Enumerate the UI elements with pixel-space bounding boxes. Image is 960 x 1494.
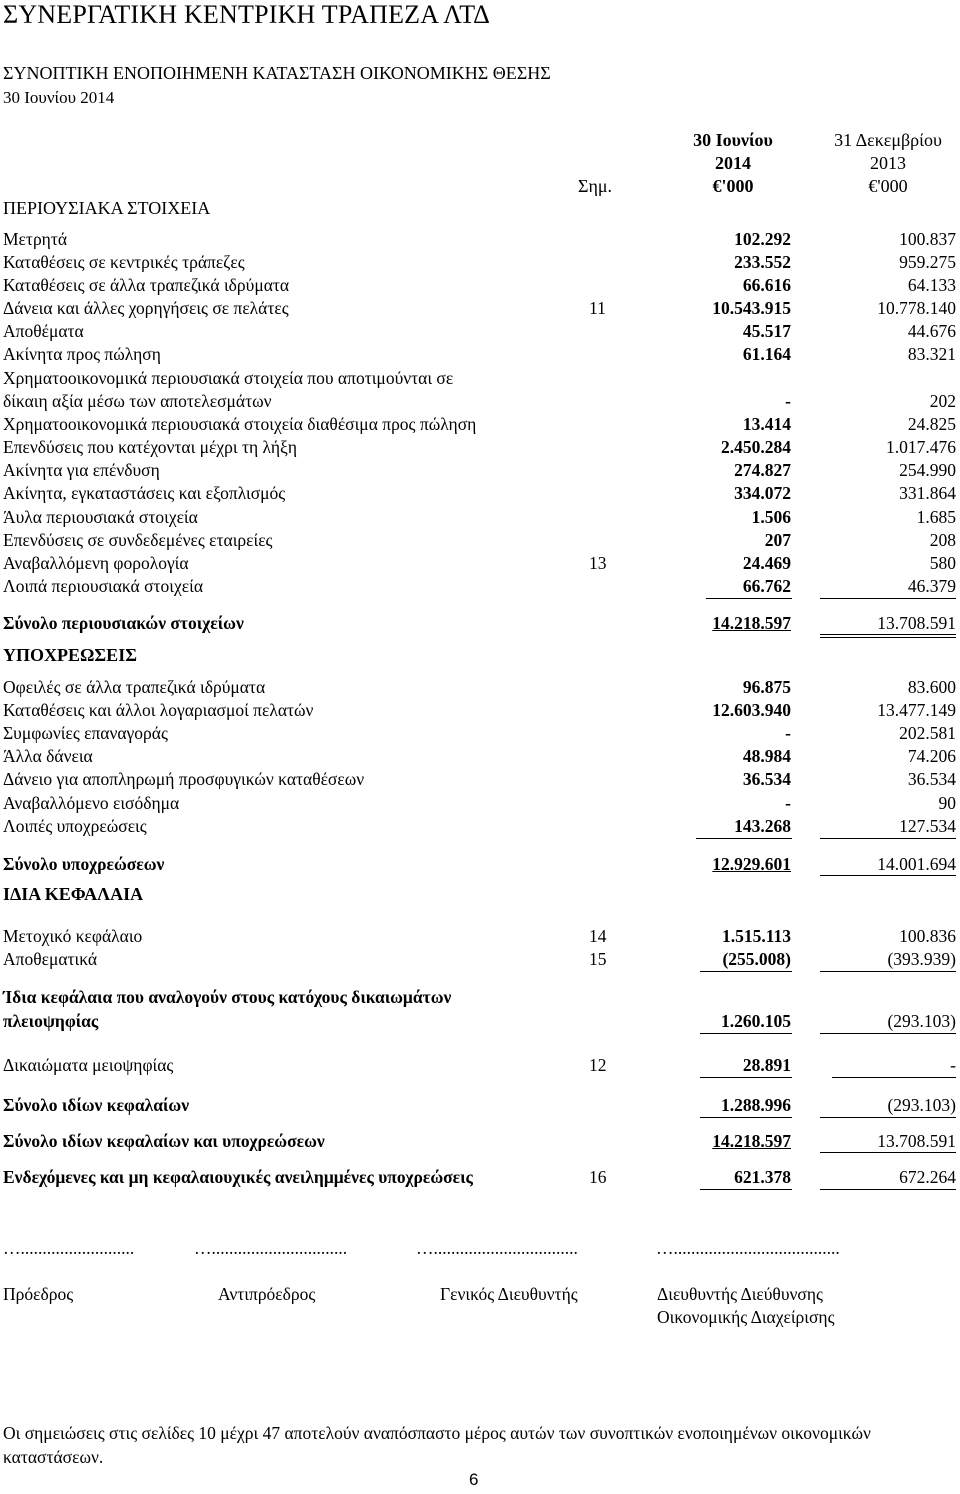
signature-line-3: …................................. bbox=[416, 1238, 578, 1258]
table-row bbox=[0, 792, 960, 815]
row-label: Δάνειο για αποπληρωμή προσφυγικών καταθέσεων bbox=[3, 769, 365, 789]
total-assets-label: Σύνολο περιουσιακών στοιχείων bbox=[3, 613, 244, 633]
row-label: Καταθέσεις σε άλλα τραπεζικά ιδρύματα bbox=[3, 275, 290, 295]
row-label: Επενδύσεις που κατέχονται μέχρι τη λήξη bbox=[3, 437, 297, 457]
table-row bbox=[0, 228, 960, 251]
table-row bbox=[0, 948, 960, 971]
table-row bbox=[0, 367, 960, 390]
table-row bbox=[0, 1166, 960, 1189]
value-2013: 74.206 bbox=[907, 746, 956, 766]
value-2013: 44.676 bbox=[907, 321, 956, 341]
value-2014: 2.450.284 bbox=[721, 437, 791, 457]
table-row bbox=[0, 436, 960, 459]
total-equity-2013: (293.103) bbox=[887, 1095, 956, 1115]
total-underline-2013 bbox=[820, 875, 956, 876]
row-label: Ακίνητα προς πώληση bbox=[3, 344, 161, 364]
row-label: Χρηματοοικονομικά περιουσιακά στοιχεία που αποτιμούνται σε bbox=[3, 368, 454, 388]
col-2014-line2: 2014 bbox=[715, 153, 751, 173]
table-row bbox=[0, 390, 960, 413]
table-row bbox=[0, 722, 960, 745]
col-2014-line1: 30 Ιουνίου bbox=[693, 130, 773, 150]
value-2014: - bbox=[785, 793, 791, 813]
table-row bbox=[0, 986, 960, 1009]
value-2013: 83.600 bbox=[907, 677, 956, 697]
contingent-underline-2013 bbox=[820, 1189, 956, 1190]
section-equity: ΙΔΙΑ ΚΕΦΑΛΑΙΑ bbox=[3, 884, 144, 904]
value-2013: 100.836 bbox=[899, 926, 956, 946]
subtotal-underline-2013 bbox=[820, 1117, 956, 1118]
signature-line-2: …............................... bbox=[194, 1238, 348, 1258]
equity-holders-label-continued: πλειοψηφίας bbox=[3, 1011, 99, 1031]
row-note: 15 bbox=[589, 949, 607, 969]
row-label: Άλλα δάνεια bbox=[3, 746, 93, 766]
total-underline-2013 bbox=[820, 1152, 956, 1153]
value-2014: 66.616 bbox=[742, 275, 791, 295]
row-label: Άυλα περιουσιακά στοιχεία bbox=[3, 507, 198, 527]
value-2013: 83.321 bbox=[907, 344, 956, 364]
footer-note: Οι σημειώσεις στις σελίδες 10 μέχρι 47 αποτελούν αναπόσπαστο μέρος αυτών των συνοπτικών ενοποιημένων οικονομικών καταστάσεων. bbox=[3, 1423, 871, 1467]
col-2013-line3: €'000 bbox=[868, 176, 908, 196]
section-liabilities: ΥΠΟΧΡΕΩΣΕΙΣ bbox=[3, 645, 137, 665]
value-2013: 959.275 bbox=[899, 252, 956, 272]
statement-date: 30 Ιουνίου 2014 bbox=[3, 88, 115, 107]
total-equity-label: Σύνολο ιδίων κεφαλαίων bbox=[3, 1095, 190, 1115]
value-2014: 36.534 bbox=[742, 769, 791, 789]
signatory-chairman: Πρόεδρος bbox=[3, 1284, 74, 1304]
table-row bbox=[0, 274, 960, 297]
subtotal-underline-2014 bbox=[706, 598, 792, 599]
table-row bbox=[0, 575, 960, 598]
col-2013-line1: 31 Δεκεμβρίου bbox=[834, 130, 942, 150]
value-2013: (393.939) bbox=[887, 949, 956, 969]
value-2014: 45.517 bbox=[742, 321, 791, 341]
total-row bbox=[0, 612, 960, 635]
signatory-general-manager: Γενικός Διευθυντής bbox=[440, 1284, 578, 1304]
value-2014: 143.268 bbox=[734, 816, 791, 836]
value-2014: 334.072 bbox=[734, 483, 791, 503]
total-row bbox=[0, 853, 960, 876]
page-number: 6 bbox=[469, 1470, 479, 1489]
value-2013: 202 bbox=[929, 391, 956, 411]
value-2014: 102.292 bbox=[734, 229, 791, 249]
row-label: Ακίνητα, εγκαταστάσεις και εξοπλισμός bbox=[3, 483, 286, 503]
contingent-2013: 672.264 bbox=[899, 1167, 956, 1187]
row-label: Χρηματοοικονομικά περιουσιακά στοιχεία διαθέσιμα προς πώληση bbox=[3, 414, 477, 434]
row-note: 11 bbox=[589, 298, 606, 318]
subtotal-underline-2013 bbox=[820, 838, 956, 839]
value-2014: 96.875 bbox=[742, 677, 791, 697]
equity-holders-2014: 1.260.105 bbox=[721, 1011, 791, 1031]
table-row bbox=[0, 1054, 960, 1077]
equity-holders-label: Ίδια κεφάλαια που αναλογούν στους κατόχους δικαιωμάτων bbox=[3, 987, 452, 1007]
table-row bbox=[0, 699, 960, 722]
value-2013: 100.837 bbox=[899, 229, 956, 249]
subtotal-underline-2014 bbox=[700, 1033, 792, 1034]
value-2014: 12.603.940 bbox=[712, 700, 791, 720]
row-note: 16 bbox=[589, 1167, 607, 1187]
value-2013: 46.379 bbox=[907, 576, 956, 596]
table-row bbox=[0, 297, 960, 320]
table-row bbox=[0, 343, 960, 366]
contingent-label: Ενδεχόμενες και μη κεφαλαιουχικές ανειλημμένες υποχρεώσεις bbox=[3, 1167, 473, 1187]
subtotal-underline-2013 bbox=[820, 971, 956, 972]
subtotal-underline-2014 bbox=[700, 971, 792, 972]
subtotal-underline-2013 bbox=[820, 598, 956, 599]
table-row bbox=[0, 676, 960, 699]
row-note: 13 bbox=[589, 553, 607, 573]
value-2014: - bbox=[785, 391, 791, 411]
equity-holders-2013: (293.103) bbox=[887, 1011, 956, 1031]
value-2014: 10.543.915 bbox=[712, 298, 791, 318]
total-equity-liabilities-label: Σύνολο ιδίων κεφαλαίων και υποχρεώσεων bbox=[3, 1131, 325, 1151]
total-row bbox=[0, 1130, 960, 1153]
total-liabilities-2013: 14.001.694 bbox=[877, 854, 956, 874]
row-label: Αποθεματικά bbox=[3, 949, 98, 969]
total-assets-2014: 14.218.597 bbox=[712, 613, 791, 633]
value-2014: 66.762 bbox=[742, 576, 791, 596]
table-row bbox=[0, 815, 960, 838]
row-label-continued: δίκαιη αξία μέσω των αποτελεσμάτων bbox=[3, 391, 272, 411]
value-2013: 10.778.140 bbox=[877, 298, 956, 318]
contingent-2014: 621.378 bbox=[734, 1167, 791, 1187]
total-equity-liabilities-2014: 14.218.597 bbox=[712, 1131, 791, 1151]
value-2013: - bbox=[950, 1055, 956, 1075]
total-row bbox=[0, 1094, 960, 1117]
value-2013: 13.477.149 bbox=[877, 700, 956, 720]
table-row bbox=[0, 1010, 960, 1033]
row-label: Λοιπές υποχρεώσεις bbox=[3, 816, 147, 836]
table-row bbox=[0, 482, 960, 505]
subtotal-underline-2013 bbox=[832, 1077, 956, 1078]
value-2013: 1.685 bbox=[916, 507, 956, 527]
value-2013: 127.534 bbox=[899, 816, 956, 836]
row-label: Καταθέσεις και άλλοι λογαριασμοί πελατών bbox=[3, 700, 314, 720]
row-label: Συμφωνίες επαναγοράς bbox=[3, 723, 168, 743]
table-row bbox=[0, 251, 960, 274]
row-label: Οφειλές σε άλλα τραπεζικά ιδρύματα bbox=[3, 677, 266, 697]
row-label: Δικαιώματα μειοψηφίας bbox=[3, 1055, 174, 1075]
row-label: Δάνεια και άλλες χορηγήσεις σε πελάτες bbox=[3, 298, 289, 318]
value-2013: 202.581 bbox=[899, 723, 956, 743]
signature-line-4: …...................................... bbox=[656, 1238, 840, 1258]
col-2014-line3: €'000 bbox=[712, 176, 754, 196]
table-row bbox=[0, 552, 960, 575]
value-2014: 28.891 bbox=[742, 1055, 791, 1075]
value-2014: 1.506 bbox=[751, 507, 791, 527]
table-row bbox=[0, 320, 960, 343]
subtotal-underline-2014 bbox=[696, 838, 792, 839]
value-2013: 64.133 bbox=[907, 275, 956, 295]
total-underline-2013 bbox=[820, 634, 956, 635]
table-row bbox=[0, 529, 960, 552]
value-2014: 207 bbox=[764, 530, 791, 550]
signatory-financial-director-line2: Οικονομικής Διαχείρισης bbox=[657, 1307, 835, 1327]
total-double-underline-2013 bbox=[820, 637, 956, 638]
value-2014: 274.827 bbox=[734, 460, 791, 480]
total-liabilities-label: Σύνολο υποχρεώσεων bbox=[3, 854, 165, 874]
value-2013: 36.534 bbox=[907, 769, 956, 789]
table-row bbox=[0, 413, 960, 436]
company-title: ΣΥΝΕΡΓΑΤΙΚΗ ΚΕΝΤΡΙΚΗ ΤΡΑΠΕΖΑ ΛΤΔ bbox=[3, 0, 491, 29]
row-label: Μετρητά bbox=[3, 229, 68, 249]
value-2014: 1.515.113 bbox=[721, 926, 791, 946]
value-2013: 580 bbox=[929, 553, 956, 573]
table-row bbox=[0, 925, 960, 948]
value-2013: 208 bbox=[929, 530, 956, 550]
total-equity-liabilities-2013: 13.708.591 bbox=[877, 1131, 956, 1151]
value-2014: 24.469 bbox=[742, 553, 791, 573]
value-2014: - bbox=[785, 723, 791, 743]
statement-title: ΣΥΝΟΠΤΙΚΗ ΕΝΟΠΟΙΗΜΕΝΗ ΚΑΤΑΣΤΑΣΗ ΟΙΚΟΝΟΜΙΚΗΣ ΘΕΣΗΣ bbox=[3, 63, 551, 83]
value-2014: 13.414 bbox=[742, 414, 791, 434]
value-2013: 24.825 bbox=[907, 414, 956, 434]
table-row bbox=[0, 768, 960, 791]
row-note: 12 bbox=[589, 1055, 607, 1075]
value-2014: 48.984 bbox=[742, 746, 791, 766]
row-label: Αποθέματα bbox=[3, 321, 84, 341]
note-column-header: Σημ. bbox=[578, 176, 613, 196]
value-2013: 90 bbox=[938, 793, 956, 813]
value-2014: 61.164 bbox=[742, 344, 791, 364]
signatory-vice-chairman: Αντιπρόεδρος bbox=[218, 1284, 316, 1304]
subtotal-underline-2014 bbox=[700, 1117, 792, 1118]
section-assets: ΠΕΡΙΟΥΣΙΑΚΑ ΣΤΟΙΧΕΙΑ bbox=[3, 198, 211, 218]
contingent-underline-2014 bbox=[700, 1189, 792, 1190]
row-label: Αναβαλλόμενο εισόδημα bbox=[3, 793, 180, 813]
table-row bbox=[0, 506, 960, 529]
row-label: Λοιπά περιουσιακά στοιχεία bbox=[3, 576, 204, 596]
row-note: 14 bbox=[589, 926, 607, 946]
total-liabilities-2014: 12.929.601 bbox=[712, 854, 791, 874]
value-2013: 1.017.476 bbox=[886, 437, 956, 457]
total-equity-2014: 1.288.996 bbox=[721, 1095, 791, 1115]
value-2014: 233.552 bbox=[734, 252, 791, 272]
subtotal-underline-2014 bbox=[700, 1077, 792, 1078]
table-row bbox=[0, 459, 960, 482]
subtotal-underline-2013 bbox=[820, 1033, 956, 1034]
value-2013: 254.990 bbox=[899, 460, 956, 480]
signatory-financial-director: Διευθυντής Διεύθυνσης bbox=[657, 1284, 823, 1304]
total-assets-2013: 13.708.591 bbox=[877, 613, 956, 633]
row-label: Μετοχικό κεφάλαιο bbox=[3, 926, 143, 946]
row-label: Ακίνητα για επένδυση bbox=[3, 460, 160, 480]
value-2013: 331.864 bbox=[899, 483, 956, 503]
table-row bbox=[0, 745, 960, 768]
row-label: Αναβαλλόμενη φορολογία bbox=[3, 553, 189, 573]
row-label: Επενδύσεις σε συνδεδεμένες εταιρείες bbox=[3, 530, 273, 550]
signature-line-1: ….......................... bbox=[3, 1238, 135, 1258]
col-2013-line2: 2013 bbox=[870, 153, 906, 173]
value-2014: (255.008) bbox=[722, 949, 791, 969]
row-label: Καταθέσεις σε κεντρικές τράπεζες bbox=[3, 252, 245, 272]
